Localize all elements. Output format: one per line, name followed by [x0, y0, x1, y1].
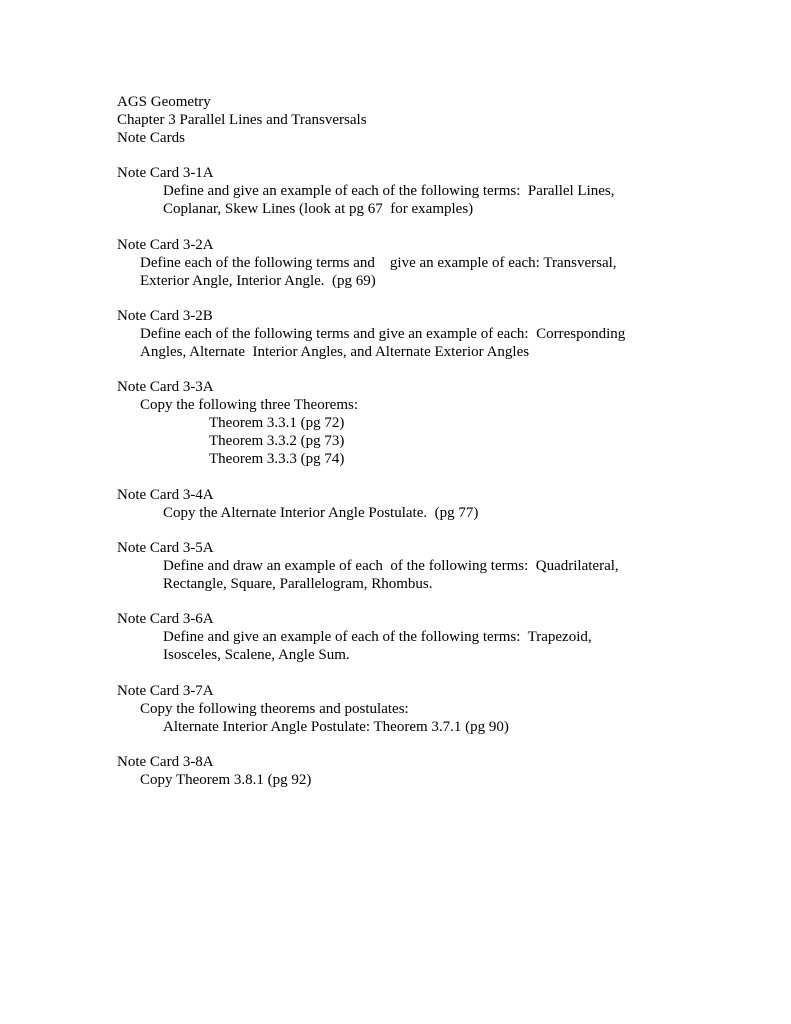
- note-card-text: Define and draw an example of each of the following terms: Quadrilateral,: [163, 558, 619, 574]
- note-card-title: Note Card 3-3A: [117, 379, 214, 395]
- theorem-item: Theorem 3.3.2 (pg 73): [209, 433, 345, 449]
- theorem-item: Theorem 3.3.3 (pg 74): [209, 451, 345, 467]
- note-card-title: Note Card 3-2B: [117, 308, 213, 324]
- note-card-text: Alternate Interior Angle Postulate: Theorem 3.7.1 (pg 90): [163, 719, 509, 735]
- note-card-text: Copy the following theorems and postulates:: [140, 701, 409, 717]
- note-card-text: Coplanar, Skew Lines (look at pg 67 for examples): [163, 201, 474, 217]
- note-card-title: Note Card 3-8A: [117, 754, 214, 770]
- note-card-title: Note Card 3-6A: [117, 611, 214, 627]
- note-card-text: Copy the following three Theorems:: [140, 397, 359, 413]
- theorem-item: Theorem 3.3.1 (pg 72): [209, 415, 345, 431]
- note-card-text: Define and give an example of each of the following terms: Trapezoid,: [163, 629, 592, 645]
- note-card-text: Exterior Angle, Interior Angle. (pg 69): [140, 273, 376, 289]
- note-card-text: Rectangle, Square, Parallelogram, Rhombus.: [163, 576, 433, 592]
- note-card-text: Angles, Alternate Interior Angles, and Alternate Exterior Angles: [140, 344, 530, 360]
- note-card-text: Define each of the following terms and give an example of each: Transversal,: [140, 255, 617, 271]
- course-title: AGS Geometry: [117, 94, 211, 110]
- note-card-text: Define and give an example of each of the following terms: Parallel Lines,: [163, 183, 615, 199]
- note-card-title: Note Card 3-4A: [117, 487, 214, 503]
- note-card-title: Note Card 3-5A: [117, 540, 214, 556]
- note-card-title: Note Card 3-2A: [117, 237, 214, 253]
- note-card-text: Copy Theorem 3.8.1 (pg 92): [140, 772, 312, 788]
- note-card-title: Note Card 3-1A: [117, 165, 214, 181]
- document-subtitle: Note Cards: [117, 130, 185, 146]
- note-card-title: Note Card 3-7A: [117, 683, 214, 699]
- note-card-text: Isosceles, Scalene, Angle Sum.: [163, 647, 350, 663]
- note-card-text: Copy the Alternate Interior Angle Postulate. (pg 77): [163, 505, 479, 521]
- note-card-text: Define each of the following terms and give an example of each: Corresponding: [140, 326, 626, 342]
- chapter-title: Chapter 3 Parallel Lines and Transversals: [117, 112, 367, 128]
